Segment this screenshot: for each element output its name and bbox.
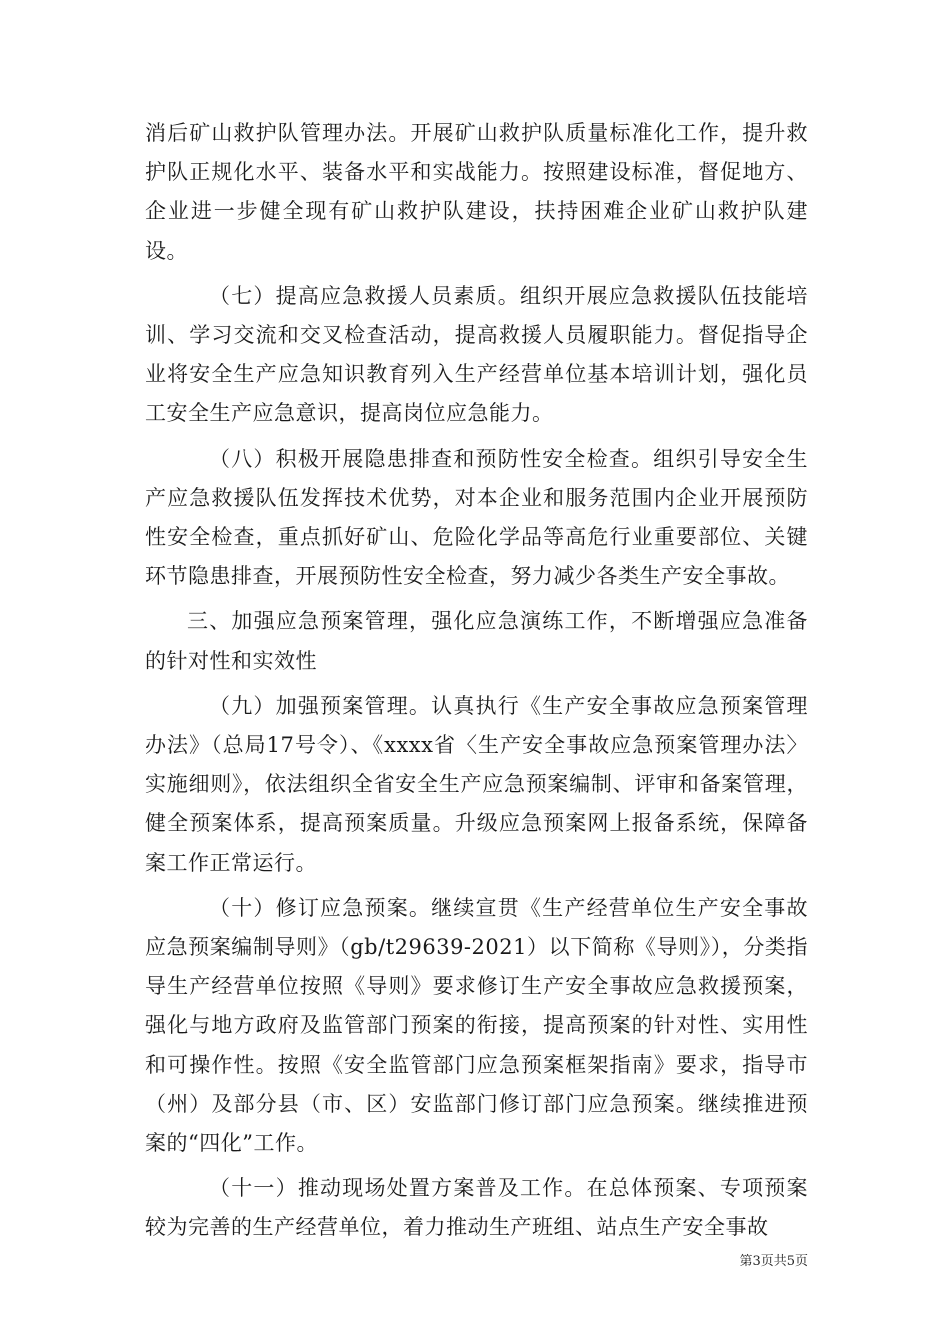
document-body	[145, 114, 808, 1254]
paragraph-item-11: （十一）推动现场处置方案普及工作。在总体预案、专项预案较为完善的生产经营单位，着力推动生产班组、站点生产安全事故	[145, 1176, 808, 1240]
paragraph-continuation: 消后矿山救护队管理办法。开展矿山救护队质量标准化工作，提升救护队正规化水平、装备水平和实战能力。按照建设标准，督促地方、企业进一步健全现有矿山救护队建设，扶持困难企业矿山救护队建设。	[145, 121, 808, 263]
page-number-footer: 第3页共5页	[739, 1254, 808, 1269]
paragraph-item-9: （九）加强预案管理。认真执行《生产安全事故应急预案管理办法》（总局17号令）、《xxxx省〈生产安全事故应急预案管理办法〉实施细则》，依法组织全省安全生产应急预案编制、评审和备案管理，健全预案体系，提高预案质量。升级应急预案网上报备系统，保障备案工作正常运行。	[145, 693, 808, 875]
section-heading-3: 三、加强应急预案管理，强化应急演练工作，不断增强应急准备的针对性和实效性	[145, 609, 808, 673]
paragraph-item-8: （八）积极开展隐患排查和预防性安全检查。组织引导安全生产应急救援队伍发挥技术优势，对本企业和服务范围内企业开展预防性安全检查，重点抓好矿山、危险化学品等高危行业重要部位、关键环节隐患排查，开展预防性安全检查，努力减少各类生产安全事故。	[145, 446, 808, 589]
paragraph-item-7: （七）提高应急救援人员素质。组织开展应急救援队伍技能培训、学习交流和交叉检查活动，提高救援人员履职能力。督促指导企业将安全生产应急知识教育列入生产经营单位基本培训计划，强化员工安全生产应急意识，提高岗位应急能力。	[145, 283, 808, 426]
paragraph-item-10: （十）修订应急预案。继续宣贯《生产经营单位生产安全事故应急预案编制导则》（gb/t29639-2021）以下简称《导则》），分类指导生产经营单位按照《导则》要求修订生产安全事故应急救援预案，强化与地方政府及监管部门预案的衔接，提高预案的针对性、实用性和可操作性。按照《安全监管部门应急预案框架指南》要求，指导市（州）及部分县（市、区）安监部门修订部门应急预案。继续推进预案的“四化”工作。	[145, 895, 808, 1156]
